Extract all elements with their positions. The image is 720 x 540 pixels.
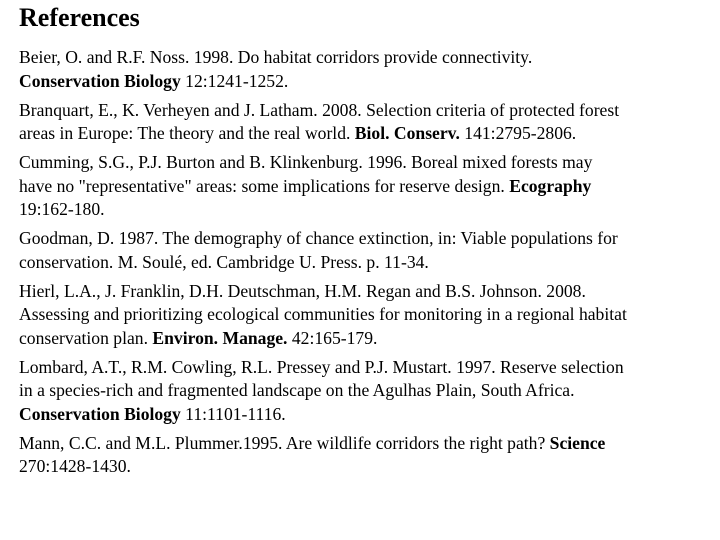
reference-line — [19, 327, 719, 351]
reference-line — [19, 432, 719, 456]
reference-line — [19, 46, 719, 70]
reference-line — [19, 280, 719, 304]
journal-name: Environ. Manage. — [152, 327, 288, 348]
reference-item — [19, 46, 719, 93]
reference-item — [19, 432, 719, 479]
reference-text: Hierl, L.A., J. Franklin, D.H. Deutschman, H.M. Regan and B.S. Johnson. 2008. — [19, 280, 586, 301]
reference-line — [19, 251, 719, 275]
reference-line — [19, 151, 719, 175]
journal-name: Conservation Biology — [19, 70, 181, 91]
reference-item — [19, 280, 719, 351]
reference-text: Cumming, S.G., P.J. Burton and B. Klinkenburg. 1996. Boreal mixed forests may — [19, 152, 593, 172]
reference-item — [19, 151, 719, 222]
reference-text: 270:1428-1430. — [19, 456, 131, 476]
reference-text: Lombard, A.T., R.M. Cowling, R.L. Pressey and P.J. Mustart. 1997. Reserve selection — [19, 356, 624, 377]
reference-text: conservation. M. Soulé, ed. Cambridge U. Press. p. 11-34. — [19, 251, 429, 272]
journal-name: Conservation Biology — [19, 403, 181, 424]
reference-line — [19, 122, 719, 146]
reference-text: Goodman, D. 1987. The demography of chance extinction, in: Viable populations for — [19, 228, 618, 248]
reference-line — [19, 175, 719, 199]
reference-line — [19, 455, 719, 479]
reference-item — [19, 99, 719, 146]
reference-item — [19, 356, 719, 427]
reference-text: 42:165-179. — [287, 327, 378, 348]
reference-text: conservation plan. — [19, 327, 153, 348]
reference-text: 19:162-180. — [19, 199, 105, 219]
page-title: References — [19, 3, 140, 32]
reference-text: Branquart, E., K. Verheyen and J. Latham. 2008. Selection criteria of protected forest — [19, 99, 620, 120]
reference-line — [19, 303, 719, 327]
reference-text: 12:1241-1252. — [180, 70, 289, 91]
reference-text: 141:2795-2806. — [459, 123, 577, 143]
reference-text: Mann, C.C. and M.L. Plummer.1995. Are wildlife corridors the right path? — [19, 432, 550, 453]
journal-name: Science — [549, 432, 606, 453]
reference-item — [19, 227, 719, 274]
reference-text: have no "representative" areas: some implications for reserve design. — [19, 175, 510, 196]
reference-text: areas in Europe: The theory and the real world. — [19, 123, 355, 143]
reference-line — [19, 356, 719, 380]
reference-line — [19, 379, 719, 403]
reference-line — [19, 70, 719, 94]
reference-text: in a species-rich and fragmented landscape on the Agulhas Plain, South Africa. — [19, 380, 575, 400]
reference-line — [19, 403, 719, 427]
reference-text: Beier, O. and R.F. Noss. 1998. Do habitat corridors provide connectivity. — [19, 47, 533, 67]
reference-list — [19, 46, 719, 484]
reference-line — [19, 198, 719, 222]
reference-text: Assessing and prioritizing ecological communities for monitoring in a regional habitat — [19, 304, 627, 324]
journal-name: Ecography — [509, 175, 592, 196]
reference-line — [19, 99, 719, 123]
journal-name: Biol. Conserv. — [354, 123, 460, 143]
reference-line — [19, 227, 719, 251]
reference-text: 11:1101-1116. — [180, 403, 286, 424]
